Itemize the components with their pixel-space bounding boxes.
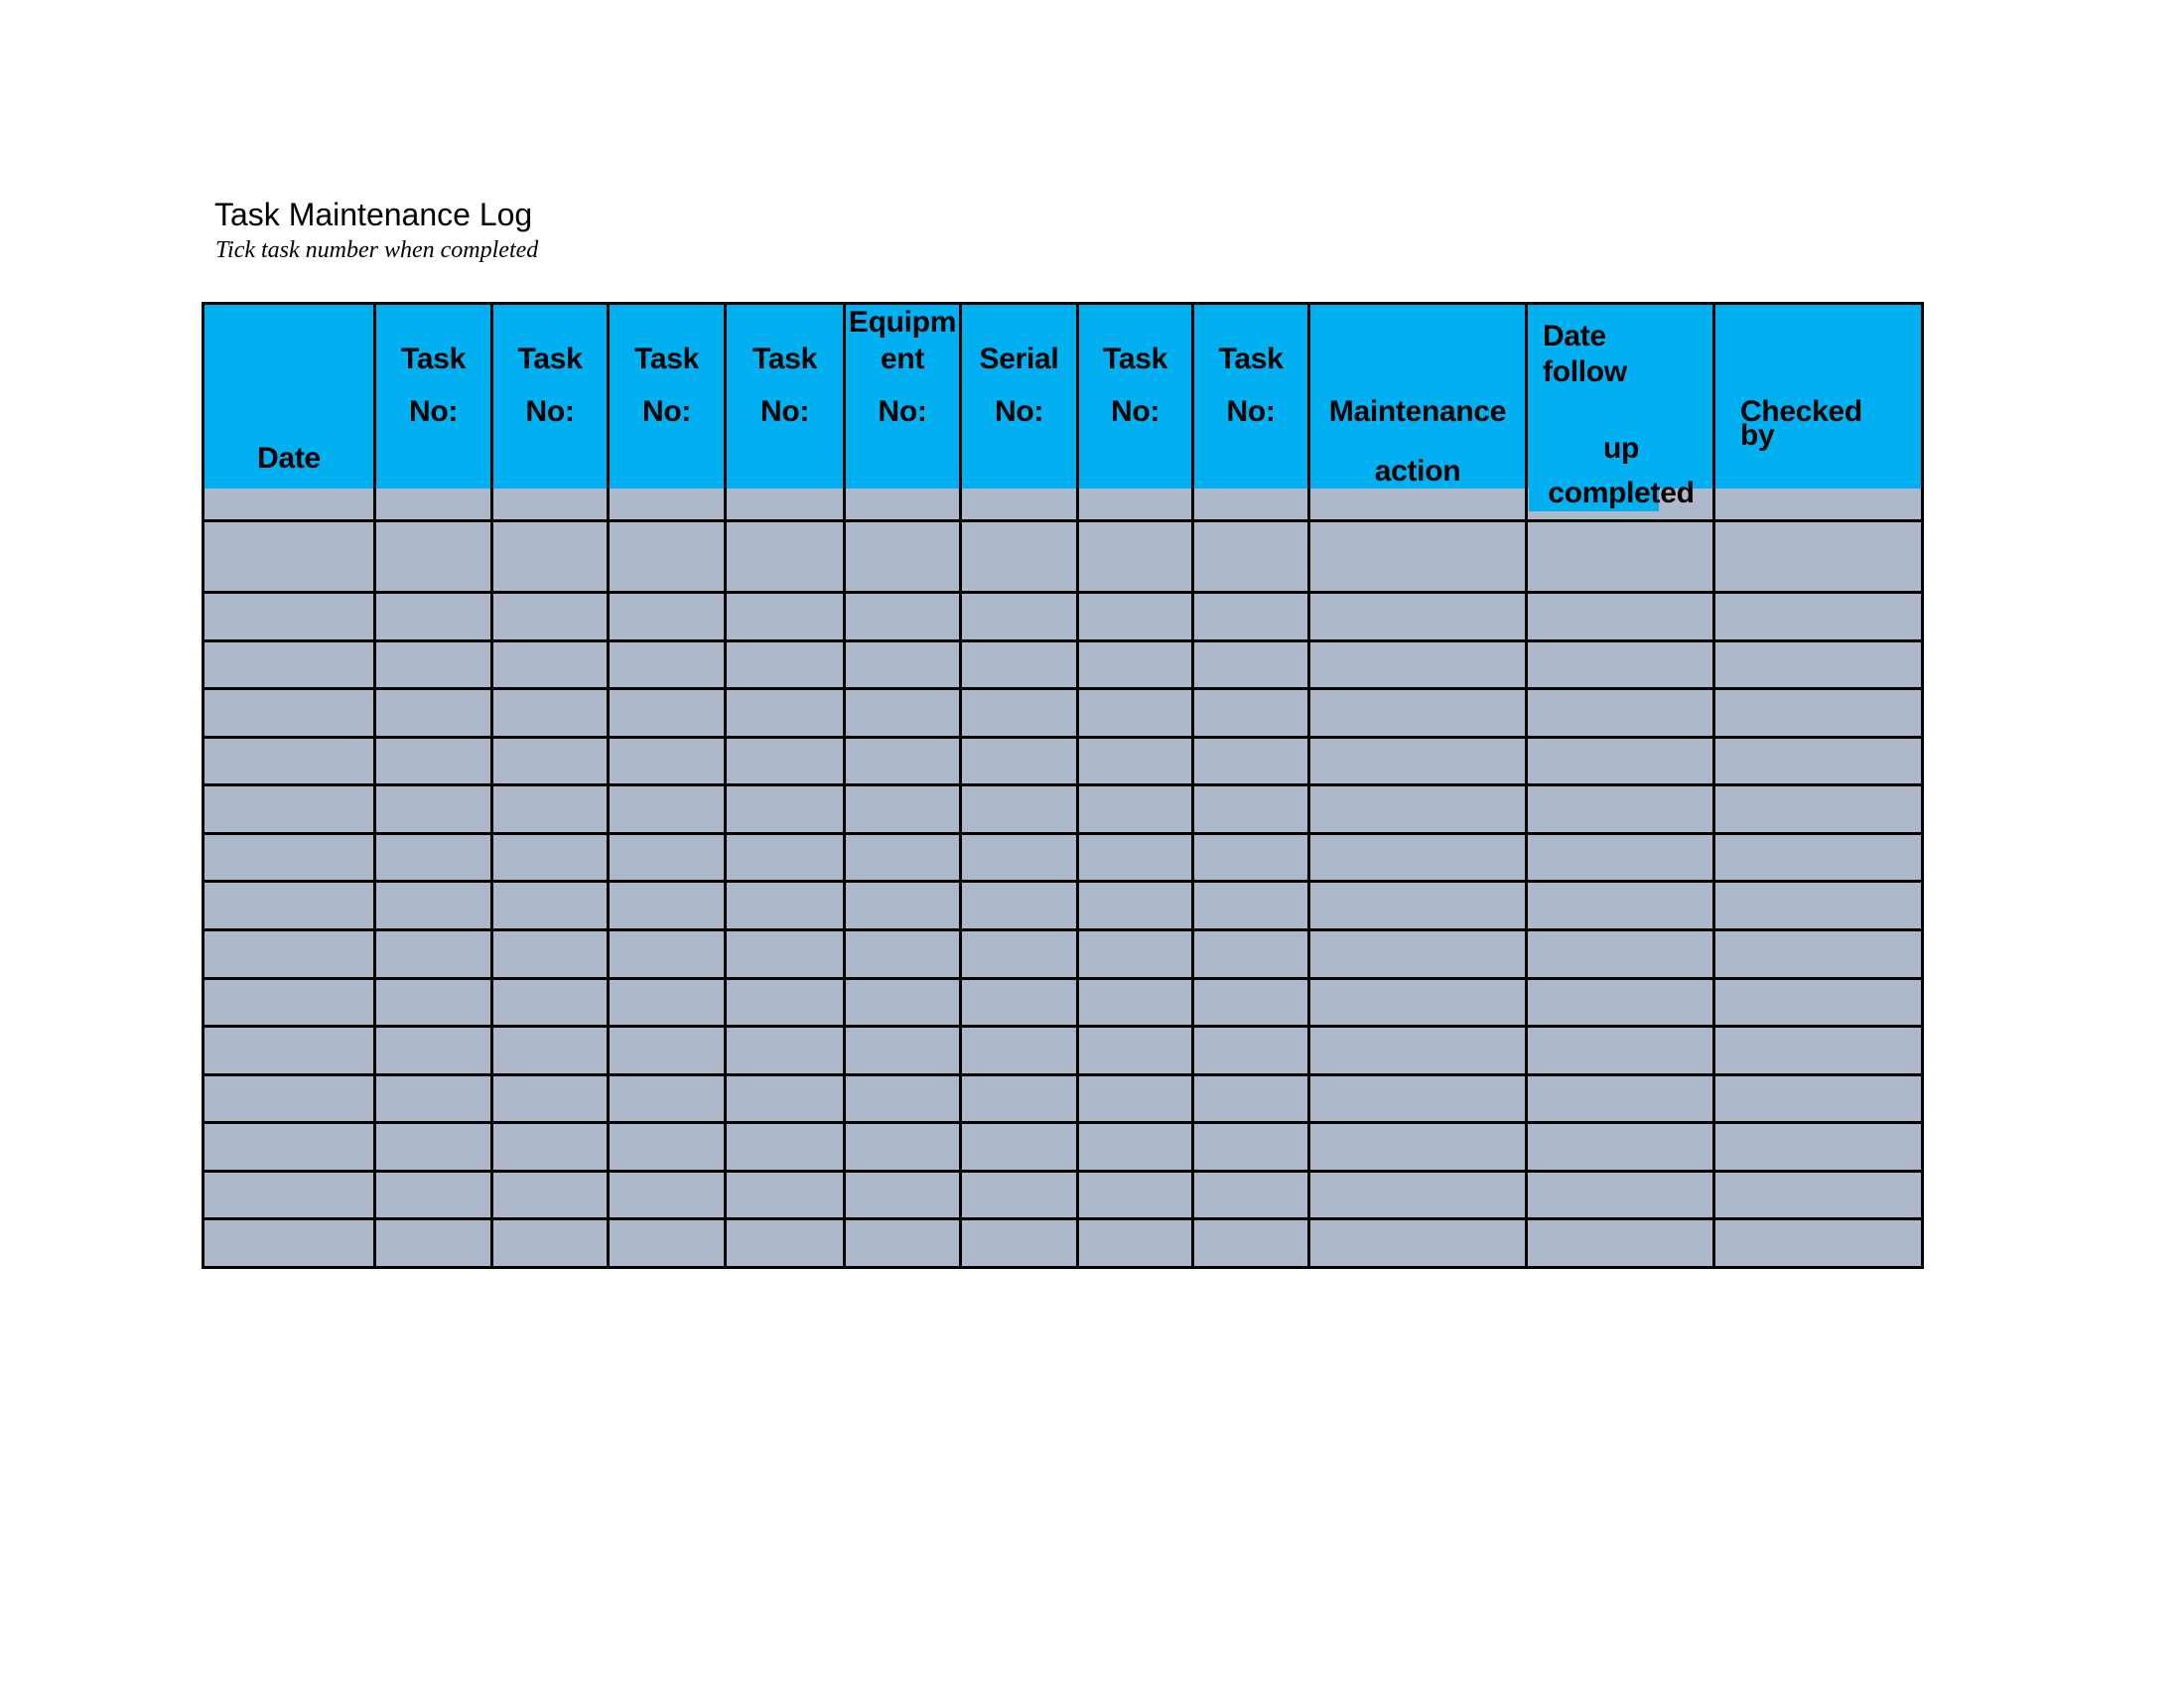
table-cell-serial[interactable] xyxy=(962,835,1076,880)
table-cell-task2[interactable] xyxy=(493,931,607,977)
table-cell-checked[interactable] xyxy=(1715,931,1921,977)
table-cell-task4[interactable] xyxy=(727,1028,843,1073)
row-divider xyxy=(205,977,1921,980)
table-cell-checked[interactable] xyxy=(1715,594,1921,639)
table-cell-task5[interactable] xyxy=(1079,980,1191,1025)
table-cell-serial[interactable] xyxy=(962,1173,1076,1217)
table-cell-date[interactable] xyxy=(205,835,370,880)
table-cell-task3[interactable] xyxy=(610,1076,724,1121)
table-cell-equipment[interactable] xyxy=(846,739,959,783)
table-cell-checked[interactable] xyxy=(1715,522,1921,591)
table-cell-date[interactable] xyxy=(205,522,370,591)
table-cell-task3[interactable] xyxy=(610,931,724,977)
table-cell-followup[interactable] xyxy=(1528,980,1712,1025)
table-cell-equipment[interactable] xyxy=(846,1124,959,1170)
table-cell-equipment[interactable] xyxy=(846,980,959,1025)
row-divider xyxy=(205,1170,1921,1173)
table-cell-serial[interactable] xyxy=(962,642,1076,687)
header-label: Checked xyxy=(1740,395,1862,428)
table-cell-task5[interactable] xyxy=(1079,1173,1191,1217)
header-label: follow xyxy=(1543,355,1627,388)
table-cell-task3[interactable] xyxy=(610,522,724,591)
table-cell-serial[interactable] xyxy=(962,931,1076,977)
table-cell-task2[interactable] xyxy=(493,594,607,639)
header-equipment-no xyxy=(846,305,959,513)
table-cell-followup[interactable] xyxy=(1528,522,1712,591)
table-cell-equipment[interactable] xyxy=(846,1220,959,1266)
table-cell-checked[interactable] xyxy=(1715,642,1921,687)
table-cell-equipment[interactable] xyxy=(846,594,959,639)
table-cell-task5[interactable] xyxy=(1079,835,1191,880)
table-cell-task6[interactable] xyxy=(1194,1220,1307,1266)
table-cell-task5[interactable] xyxy=(1079,883,1191,928)
table-cell-task4[interactable] xyxy=(727,594,843,639)
table-cell-followup[interactable] xyxy=(1528,1076,1712,1121)
table-cell-task4[interactable] xyxy=(727,1076,843,1121)
table-cell-maintenance[interactable] xyxy=(1310,594,1525,639)
table-cell-serial[interactable] xyxy=(962,1028,1076,1073)
table-cell-task1[interactable] xyxy=(376,690,490,736)
table-cell-followup[interactable] xyxy=(1528,786,1712,832)
table-cell-equipment[interactable] xyxy=(846,1028,959,1073)
table-cell-followup[interactable] xyxy=(1528,883,1712,928)
table-cell-maintenance[interactable] xyxy=(1310,1124,1525,1170)
header-date xyxy=(205,305,373,513)
table-cell-serial[interactable] xyxy=(962,1124,1076,1170)
page-title: Task Maintenance Log xyxy=(214,197,533,232)
table-cell-task2[interactable] xyxy=(493,1076,607,1121)
table-cell-task5[interactable] xyxy=(1079,1076,1191,1121)
table-cell-task2[interactable] xyxy=(493,786,607,832)
table-cell-date[interactable] xyxy=(205,739,370,783)
table-cell-equipment[interactable] xyxy=(846,883,959,928)
table-cell-maintenance[interactable] xyxy=(1310,522,1525,591)
row-divider xyxy=(205,687,1921,690)
table-cell-task1[interactable] xyxy=(376,786,490,832)
table-cell-task6[interactable] xyxy=(1194,522,1307,591)
table-cell-followup[interactable] xyxy=(1528,739,1712,783)
header-label: No: xyxy=(525,395,575,428)
table-cell-task6[interactable] xyxy=(1194,931,1307,977)
table-cell-maintenance[interactable] xyxy=(1310,690,1525,736)
table-cell-date[interactable] xyxy=(205,642,370,687)
table-cell-task3[interactable] xyxy=(610,1220,724,1266)
header-label: Serial xyxy=(979,343,1059,375)
header-label: Task xyxy=(517,343,583,375)
table-cell-task2[interactable] xyxy=(493,522,607,591)
table-cell-task3[interactable] xyxy=(610,980,724,1025)
table-cell-date[interactable] xyxy=(205,594,370,639)
table-cell-date[interactable] xyxy=(205,1220,370,1266)
header-label: No: xyxy=(641,395,692,428)
table-cell-task6[interactable] xyxy=(1194,1076,1307,1121)
table-cell-task3[interactable] xyxy=(610,786,724,832)
table-cell-followup[interactable] xyxy=(1528,594,1712,639)
table-cell-task3[interactable] xyxy=(610,690,724,736)
header-task-no-6 xyxy=(1194,305,1307,513)
table-cell-serial[interactable] xyxy=(962,594,1076,639)
table-cell-task3[interactable] xyxy=(610,1173,724,1217)
header-label: No: xyxy=(759,395,810,428)
table-cell-task6[interactable] xyxy=(1194,594,1307,639)
table-cell-task3[interactable] xyxy=(610,883,724,928)
table-cell-task1[interactable] xyxy=(376,1076,490,1121)
table-cell-task5[interactable] xyxy=(1079,690,1191,736)
header-task-no-1 xyxy=(376,305,490,513)
table-cell-task1[interactable] xyxy=(376,1173,490,1217)
table-cell-task6[interactable] xyxy=(1194,1173,1307,1217)
row-divider xyxy=(205,639,1921,642)
table-cell-serial[interactable] xyxy=(962,883,1076,928)
header-label: Maintenance xyxy=(1328,395,1507,428)
table-cell-task5[interactable] xyxy=(1079,522,1191,591)
table-cell-followup[interactable] xyxy=(1528,642,1712,687)
row-divider xyxy=(205,519,1921,522)
table-cell-task6[interactable] xyxy=(1194,883,1307,928)
table-cell-task3[interactable] xyxy=(610,1028,724,1073)
table-cell-serial[interactable] xyxy=(962,522,1076,591)
table-cell-task2[interactable] xyxy=(493,739,607,783)
table-cell-task6[interactable] xyxy=(1194,642,1307,687)
header-label: action xyxy=(1374,455,1461,488)
table-cell-task2[interactable] xyxy=(493,1124,607,1170)
table-cell-task2[interactable] xyxy=(493,980,607,1025)
table-cell-task4[interactable] xyxy=(727,1220,843,1266)
table-cell-task2[interactable] xyxy=(493,883,607,928)
table-cell-date[interactable] xyxy=(205,1076,370,1121)
table-cell-serial[interactable] xyxy=(962,1076,1076,1121)
table-cell-followup[interactable] xyxy=(1528,1220,1712,1266)
table-cell-task6[interactable] xyxy=(1194,1028,1307,1073)
header-label: No: xyxy=(1226,395,1276,428)
header-label: No: xyxy=(408,395,459,428)
table-cell-serial[interactable] xyxy=(962,739,1076,783)
table-cell-task6[interactable] xyxy=(1194,786,1307,832)
table-cell-task2[interactable] xyxy=(493,1173,607,1217)
row-divider xyxy=(205,880,1921,883)
table-cell-task3[interactable] xyxy=(610,642,724,687)
table-cell-checked[interactable] xyxy=(1715,739,1921,783)
page-subtitle: Tick task number when completed xyxy=(215,237,539,263)
table-cell-followup[interactable] xyxy=(1528,690,1712,736)
header-label: Task xyxy=(752,343,817,375)
header-date-label: Date xyxy=(257,442,321,475)
row-divider xyxy=(205,736,1921,739)
row-divider xyxy=(205,591,1921,594)
table-cell-task4[interactable] xyxy=(727,835,843,880)
table-cell-task5[interactable] xyxy=(1079,1124,1191,1170)
header-label: No: xyxy=(878,395,927,428)
table-cell-task5[interactable] xyxy=(1079,739,1191,783)
table-cell-date[interactable] xyxy=(205,786,370,832)
header-label: by xyxy=(1740,419,1775,452)
table-cell-checked[interactable] xyxy=(1715,1173,1921,1217)
table-cell-task3[interactable] xyxy=(610,835,724,880)
table-cell-task6[interactable] xyxy=(1194,835,1307,880)
table-cell-maintenance[interactable] xyxy=(1310,980,1525,1025)
table-cell-task2[interactable] xyxy=(493,1220,607,1266)
table-cell-serial[interactable] xyxy=(962,786,1076,832)
table-cell-task1[interactable] xyxy=(376,642,490,687)
table-cell-equipment[interactable] xyxy=(846,642,959,687)
table-cell-task2[interactable] xyxy=(493,1028,607,1073)
table-cell-checked[interactable] xyxy=(1715,1124,1921,1170)
table-cell-serial[interactable] xyxy=(962,690,1076,736)
table-cell-equipment[interactable] xyxy=(846,835,959,880)
header-label: Task xyxy=(401,343,466,375)
table-cell-maintenance[interactable] xyxy=(1310,1076,1525,1121)
table-cell-task1[interactable] xyxy=(376,594,490,639)
table-cell-task1[interactable] xyxy=(376,883,490,928)
table-cell-checked[interactable] xyxy=(1715,1028,1921,1073)
table-cell-date[interactable] xyxy=(205,931,370,977)
table-cell-task5[interactable] xyxy=(1079,931,1191,977)
table-cell-task2[interactable] xyxy=(493,835,607,880)
table-cell-followup[interactable] xyxy=(1528,1173,1712,1217)
table-cell-task1[interactable] xyxy=(376,1028,490,1073)
table-cell-task5[interactable] xyxy=(1079,594,1191,639)
table-cell-task6[interactable] xyxy=(1194,980,1307,1025)
header-label: Date xyxy=(1543,320,1606,352)
table-cell-task5[interactable] xyxy=(1079,1220,1191,1266)
table-cell-followup[interactable] xyxy=(1528,1124,1712,1170)
table-cell-serial[interactable] xyxy=(962,1220,1076,1266)
header-label: Task xyxy=(1103,343,1167,375)
row-divider xyxy=(205,1073,1921,1076)
table-cell-task4[interactable] xyxy=(727,642,843,687)
table-cell-followup[interactable] xyxy=(1528,835,1712,880)
table-cell-task1[interactable] xyxy=(376,739,490,783)
table-cell-task1[interactable] xyxy=(376,835,490,880)
header-task-no-4 xyxy=(727,305,843,513)
table-cell-task2[interactable] xyxy=(493,642,607,687)
table-cell-task4[interactable] xyxy=(727,1124,843,1170)
header-task-no-2 xyxy=(493,305,607,513)
table-cell-task1[interactable] xyxy=(376,1220,490,1266)
row-divider xyxy=(205,1121,1921,1124)
table-cell-checked[interactable] xyxy=(1715,690,1921,736)
table-cell-equipment[interactable] xyxy=(846,786,959,832)
table-cell-date[interactable] xyxy=(205,1028,370,1073)
table-cell-task6[interactable] xyxy=(1194,1124,1307,1170)
table-cell-task5[interactable] xyxy=(1079,642,1191,687)
table-cell-task1[interactable] xyxy=(376,1124,490,1170)
table-cell-maintenance[interactable] xyxy=(1310,786,1525,832)
header-label: up xyxy=(1602,432,1640,465)
table-cell-equipment[interactable] xyxy=(846,1173,959,1217)
table-cell-task3[interactable] xyxy=(610,1124,724,1170)
table-cell-task4[interactable] xyxy=(727,522,843,591)
table-cell-equipment[interactable] xyxy=(846,1076,959,1121)
header-label: No: xyxy=(994,395,1044,428)
header-label: completed xyxy=(1548,477,1695,509)
maintenance-log-table xyxy=(202,302,1924,1269)
table-cell-serial[interactable] xyxy=(962,980,1076,1025)
table-cell-task3[interactable] xyxy=(610,739,724,783)
row-divider xyxy=(205,832,1921,835)
header-date-follow-up-completed xyxy=(1529,305,1713,513)
table-cell-date[interactable] xyxy=(205,883,370,928)
table-cell-maintenance[interactable] xyxy=(1310,931,1525,977)
header-label: ent xyxy=(880,343,925,375)
row-divider xyxy=(205,1217,1921,1220)
table-cell-checked[interactable] xyxy=(1715,1076,1921,1121)
table-cell-task4[interactable] xyxy=(727,980,843,1025)
table-cell-checked[interactable] xyxy=(1715,883,1921,928)
row-divider xyxy=(205,1025,1921,1028)
table-cell-task5[interactable] xyxy=(1079,786,1191,832)
table-cell-equipment[interactable] xyxy=(846,522,959,591)
row-divider xyxy=(205,783,1921,786)
table-cell-task4[interactable] xyxy=(727,931,843,977)
table-cell-task3[interactable] xyxy=(610,594,724,639)
header-task-no-3 xyxy=(610,305,724,513)
table-cell-date[interactable] xyxy=(205,1124,370,1170)
table-cell-task1[interactable] xyxy=(376,931,490,977)
table-cell-task4[interactable] xyxy=(727,883,843,928)
table-cell-maintenance[interactable] xyxy=(1310,883,1525,928)
table-cell-checked[interactable] xyxy=(1715,1220,1921,1266)
header-serial-no xyxy=(962,305,1076,513)
table-cell-checked[interactable] xyxy=(1715,786,1921,832)
row-divider xyxy=(205,928,1921,931)
table-cell-task4[interactable] xyxy=(727,739,843,783)
table-cell-maintenance[interactable] xyxy=(1310,1028,1525,1073)
table-cell-followup[interactable] xyxy=(1528,1028,1712,1073)
header-label: No: xyxy=(1110,395,1160,428)
table-cell-date[interactable] xyxy=(205,980,370,1025)
header-maintenance-action xyxy=(1310,305,1525,513)
table-cell-task2[interactable] xyxy=(493,690,607,736)
table-cell-equipment[interactable] xyxy=(846,931,959,977)
header-label: Task xyxy=(634,343,699,375)
table-cell-followup[interactable] xyxy=(1528,931,1712,977)
table-cell-checked[interactable] xyxy=(1715,980,1921,1025)
table-cell-equipment[interactable] xyxy=(846,690,959,736)
table-cell-date[interactable] xyxy=(205,690,370,736)
table-cell-maintenance[interactable] xyxy=(1310,739,1525,783)
table-cell-date[interactable] xyxy=(205,1173,370,1217)
table-cell-maintenance[interactable] xyxy=(1310,1220,1525,1266)
table-cell-maintenance[interactable] xyxy=(1310,835,1525,880)
table-cell-task5[interactable] xyxy=(1079,1028,1191,1073)
table-cell-task4[interactable] xyxy=(727,690,843,736)
table-cell-maintenance[interactable] xyxy=(1310,1173,1525,1217)
header-label: Equipm xyxy=(848,306,957,339)
table-cell-task1[interactable] xyxy=(376,980,490,1025)
table-cell-task4[interactable] xyxy=(727,1173,843,1217)
table-cell-task6[interactable] xyxy=(1194,739,1307,783)
table-cell-maintenance[interactable] xyxy=(1310,642,1525,687)
header-checked-by xyxy=(1716,305,1921,513)
table-cell-task4[interactable] xyxy=(727,786,843,832)
header-label: Task xyxy=(1218,343,1284,375)
table-cell-task6[interactable] xyxy=(1194,690,1307,736)
header-task-no-5 xyxy=(1079,305,1191,513)
table-cell-checked[interactable] xyxy=(1715,835,1921,880)
table-cell-task1[interactable] xyxy=(376,522,490,591)
